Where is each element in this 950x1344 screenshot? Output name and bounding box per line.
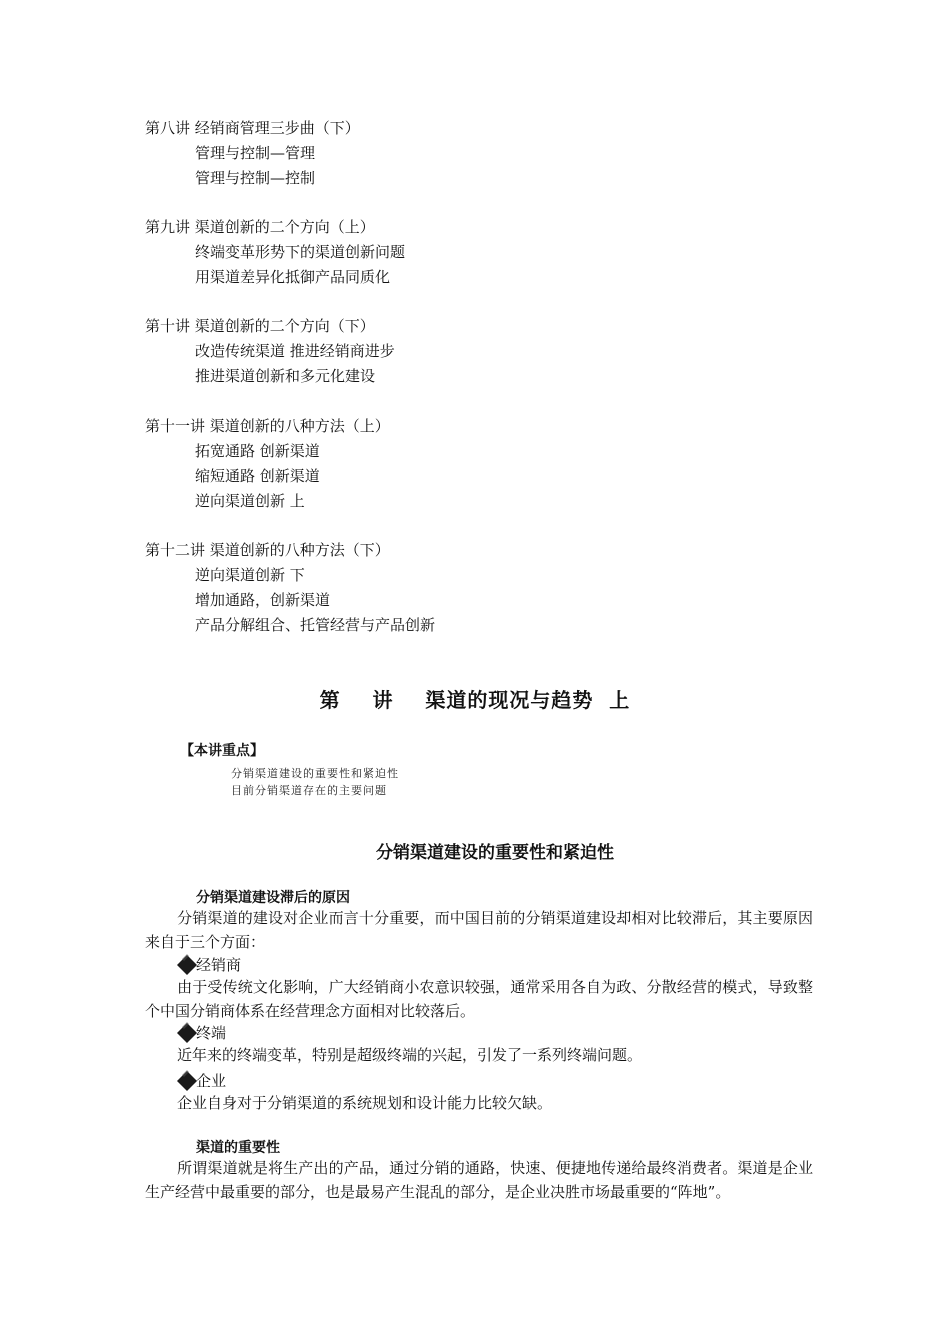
section-title: 分销渠道建设的重要性和紧迫性 (376, 843, 614, 863)
toc-chapter-11-item-2: 缩短通路 创新渠道 (195, 467, 320, 485)
bullet-label-enterprise: 企业 (196, 1072, 227, 1090)
bullet-text-terminal (145, 1043, 813, 1067)
bullet-text-distributor (145, 975, 813, 1023)
toc-chapter-10-item-2: 推进渠道创新和多元化建设 (195, 367, 376, 385)
intro-paragraph-text: 分销渠道的建设对企业而言十分重要，而中国目前的分销渠道建设却相对比较滞后，其主要原因来自于三个方面： (145, 909, 813, 951)
toc-chapter-8-title: 第八讲 经销商管理三步曲（下） (145, 119, 360, 137)
bullet-label-terminal: 终端 (196, 1024, 227, 1042)
toc-chapter-9-item-1: 终端变革形势下的渠道创新问题 (195, 243, 406, 261)
toc-chapter-11-item-1: 拓宽通路 创新渠道 (195, 442, 320, 460)
bullet-label-distributor: 经销商 (196, 956, 242, 974)
toc-chapter-12-item-1: 逆向渠道创新 下 (195, 566, 305, 584)
toc-chapter-11-title: 第十一讲 渠道创新的八种方法（上） (145, 417, 390, 435)
keypoint-item: 分销渠道建设的重要性和紧迫性 (231, 767, 399, 780)
toc-chapter-12-item-3: 产品分解组合、托管经营与产品创新 (195, 616, 436, 634)
bullet-text-enterprise (145, 1091, 813, 1115)
importance-paragraph (145, 1156, 813, 1204)
toc-chapter-11-item-3: 逆向渠道创新 上 (195, 492, 305, 510)
importance-paragraph-text: 所谓渠道就是将生产出的产品，通过分销的通路，快速、便捷地传递给最终消费者。渠道是企业生产经营中最重要的部分，也是最易产生混乱的部分，是企业决胜市场最重要的“阵地”。 (145, 1159, 813, 1201)
toc-chapter-8-item-1: 管理与控制—管理 (195, 144, 316, 162)
toc-chapter-12-item-2: 增加通路，创新渠道 (195, 591, 331, 609)
toc-chapter-10-item-1: 改造传统渠道 推进经销商进步 (195, 342, 395, 360)
diamond-bullet-icon (176, 1070, 198, 1092)
bullet-text-distributor-content: 由于受传统文化影响，广大经销商小农意识较强，通常采用各自为政、分散经营的模式，导致整个中国分销商体系在经营理念方面相对比较落后。 (145, 978, 813, 1020)
diamond-bullet-icon (176, 1022, 198, 1044)
subsection-heading-importance: 渠道的重要性 (196, 1140, 280, 1156)
keypoint-item: 目前分销渠道存在的主要问题 (231, 784, 387, 797)
toc-chapter-9-title: 第九讲 渠道创新的二个方向（上） (145, 218, 375, 236)
toc-chapter-12-title: 第十二讲 渠道创新的八种方法（下） (145, 541, 390, 559)
toc-chapter-8-item-2: 管理与控制—控制 (195, 169, 316, 187)
bullet-text-terminal-content: 近年来的终端变革，特别是超级终端的兴起，引发了一系列终端问题。 (177, 1046, 643, 1064)
diamond-bullet-icon (176, 954, 198, 976)
subsection-heading-reasons: 分销渠道建设滞后的原因 (196, 890, 350, 906)
lecture-title: 第 讲 渠道的现况与趋势 上 (319, 688, 631, 712)
bullet-text-enterprise-content: 企业自身对于分销渠道的系统规划和设计能力比较欠缺。 (177, 1094, 553, 1112)
keypoints-heading: 【本讲重点】 (180, 743, 264, 759)
toc-chapter-10-title: 第十讲 渠道创新的二个方向（下） (145, 317, 375, 335)
toc-chapter-9-item-2: 用渠道差异化抵御产品同质化 (195, 268, 391, 286)
intro-paragraph (145, 906, 813, 954)
